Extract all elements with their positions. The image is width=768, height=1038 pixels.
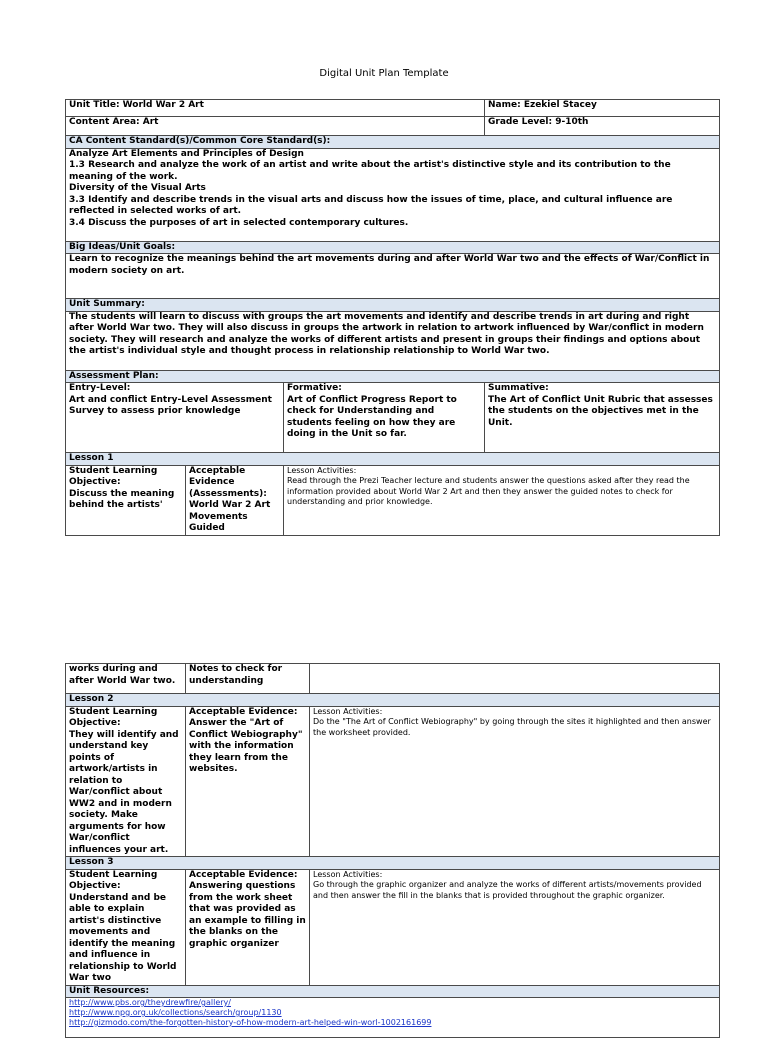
unit-title: Unit Title: World War 2 Art	[66, 100, 485, 117]
grade-level: Grade Level: 9-10th	[485, 117, 720, 136]
content-area: Content Area: Art	[66, 117, 485, 136]
unit-plan-table-continued	[65, 663, 720, 1038]
resource-link[interactable]: http://gizmodo.com/the-forgotten-history-of-how-modern-art-helped-win-worl-1002161699	[69, 1018, 432, 1027]
lesson-1-evidence: Acceptable Evidence (Assessments): World War 2 Art Movements Guided	[189, 465, 271, 533]
entry-level-assessment: Entry-Level: Art and conflict Entry-Level Assessment Survey to assess prior knowledge	[69, 383, 272, 416]
formative-assessment: Formative: Art of Conflict Progress Report to check for Understanding and students feeling on how they are doing in the Unit so far.	[287, 383, 457, 439]
lesson-3-objective: Student Learning Objective: Understand and be able to explain artist's distinctive movements and identify the meaning and influence in relationship to World War two	[69, 869, 177, 983]
lesson-1-header: Lesson 1	[66, 453, 720, 466]
summative-assessment: Summative: The Art of Conflict Unit Rubric that assesses the students on the objectives met in the Unit.	[488, 383, 713, 428]
summary-text: The students will learn to discuss with groups the art movements and identify and describe trends in art during and right after World War two. They will also discuss in groups the artwork in relation to artwork influenced by War/conflict in modern society. They will research and analyze the works of different artists and present in groups their findings and options about the artist's individual style and thought process in relationship relationship to World War two.	[66, 311, 720, 370]
resources-header: Unit Resources:	[66, 985, 720, 998]
summary-header: Unit Summary:	[66, 299, 720, 312]
resource-link[interactable]: http://www.npg.org.uk/collections/search/group/1130	[69, 1008, 282, 1017]
lesson-3-activities: Lesson Activities: Go through the graphic organizer and analyze the works of different artists/movements provided and then answer the fill in the blanks that is provided throughout the graphic organizer.	[313, 869, 702, 900]
unit-plan-table	[65, 99, 720, 536]
big-ideas-header: Big Ideas/Unit Goals:	[66, 241, 720, 254]
lesson-2-header: Lesson 2	[66, 694, 720, 707]
resource-link[interactable]: http://www.pbs.org/theydrewfire/gallery/	[69, 998, 231, 1007]
lesson-3-evidence: Acceptable Evidence: Answering questions from the work sheet that was provided as an example to filling in the blanks on the graphic organizer	[189, 869, 306, 949]
lesson-1-objective-cont: works during and after World War two.	[66, 664, 186, 694]
big-ideas-text: Learn to recognize the meanings behind the art movements during and after World War two and the effects of War/Conflict in modern society on art.	[66, 254, 720, 299]
assessment-header: Assessment Plan:	[66, 370, 720, 383]
lesson-1-activities-cont	[310, 664, 720, 694]
lesson-1-objective: Student Learning Objective: Discuss the meaning behind the artists'	[69, 465, 175, 510]
lesson-3-header: Lesson 3	[66, 857, 720, 870]
standards-text: Analyze Art Elements and Principles of Design 1.3 Research and analyze the work of an artist and write about the artist's distinctive style and its contribution to the meaning of the work. Diversity of the Visual Arts 3.3 Identify and describe trends in the visual arts and discuss how the issues of time, place, and cultural influence are reflected in selected works of art. 3.4 Discuss the purposes of art in selected contemporary cultures.	[69, 148, 673, 228]
lesson-2-evidence: Acceptable Evidence: Answer the "Art of Conflict Webiography" with the information they learn from the websites.	[189, 706, 303, 774]
author-name: Name: Ezekiel Stacey	[485, 100, 720, 117]
lesson-2-objective: Student Learning Objective: They will identify and understand key points of artwork/artists in relation to War/conflict about WW2 and in modern society. Make arguments for how War/conflict influences your art.	[69, 706, 179, 855]
page-title: Digital Unit Plan Template	[319, 68, 449, 79]
lesson-1-activities: Lesson Activities: Read through the Prezi Teacher lecture and students answer the questions asked after they read the information provided about World War 2 Art and then they answer the guided notes to check for understanding and prior knowledge.	[287, 465, 690, 506]
lesson-2-activities: Lesson Activities: Do the "The Art of Conflict Webiography" by going through the sites it highlighted and then answer the worksheet provided.	[313, 706, 711, 737]
standards-header: CA Content Standard(s)/Common Core Standard(s):	[66, 136, 720, 149]
lesson-1-evidence-cont: Notes to check for understanding	[186, 664, 310, 694]
